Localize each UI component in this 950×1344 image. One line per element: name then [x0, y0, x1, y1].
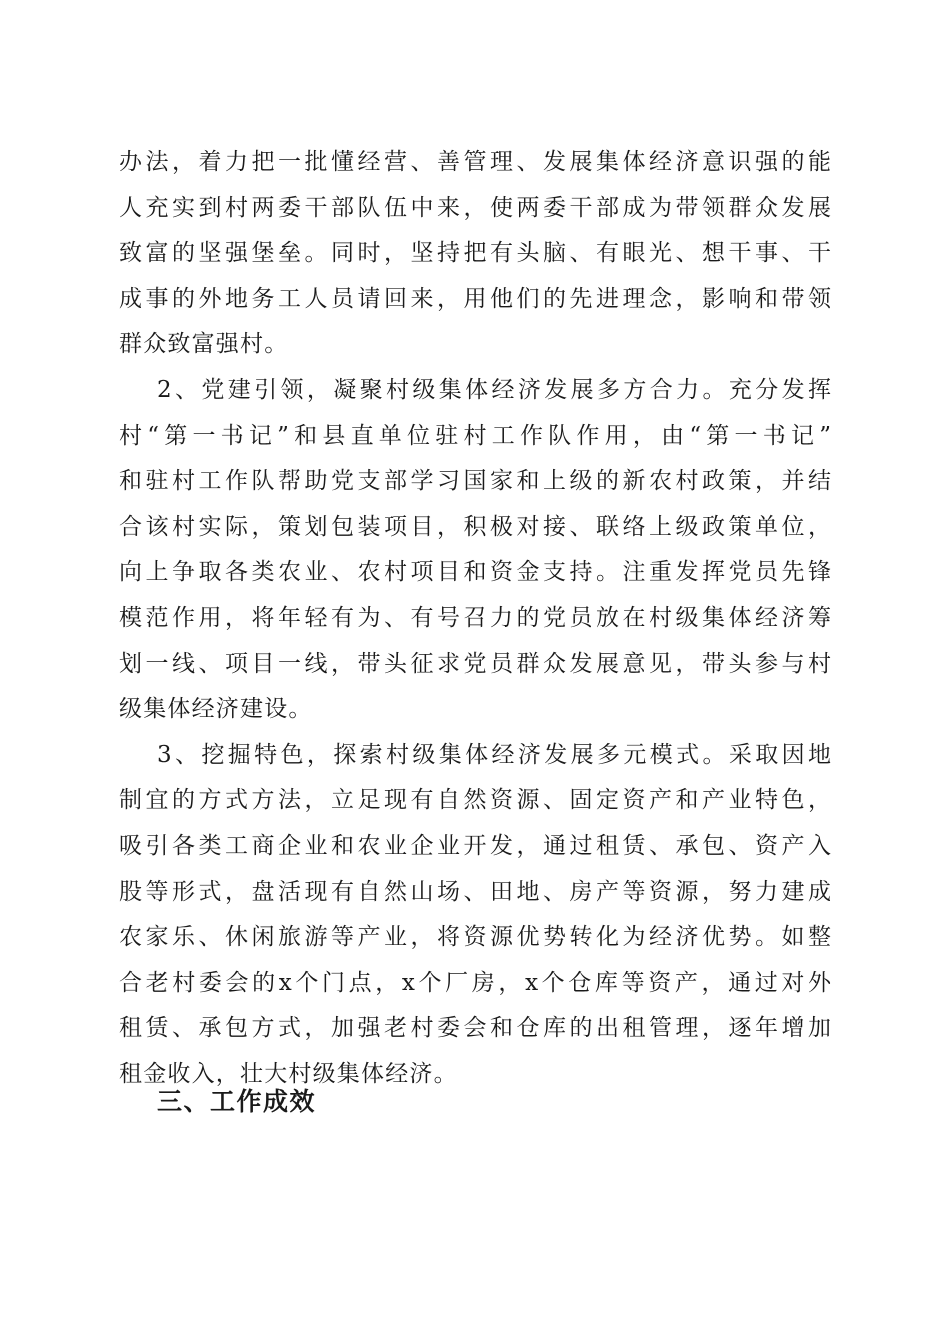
paragraph-2 — [119, 368, 831, 733]
text-line: 股等形式，盘活现有自然山场、田地、房产等资源，努力建成 — [119, 878, 831, 905]
text-line: 办法，着力把一批懂经营、善管理、发展集体经济意识强的能 — [119, 149, 831, 175]
text-line: 合老村委会的x个门点，x个厂房，x个仓库等资产，通过对外 — [119, 969, 831, 996]
text-line: 划一线、项目一线，带头征求党员群众发展意见，带头参与村 — [119, 650, 831, 677]
text-line: 租金收入，壮大村级集体经济。 — [119, 1060, 458, 1087]
text-line: 成事的外地务工人员请回来，用他们的先进理念，影响和带领 — [119, 285, 831, 312]
text-line: 和驻村工作队帮助党支部学习国家和上级的新农村政策，并结 — [119, 468, 831, 495]
text-line: 吸引各类工商企业和农业企业开发，通过租赁、承包、资产入 — [119, 832, 831, 859]
text-line: 群众致富强村。 — [119, 331, 289, 358]
text-line: 合该村实际，策划包装项目，积极对接、联络上级政策单位， — [119, 513, 831, 540]
text-line: 人充实到村两委干部队伍中来，使两委干部成为带领群众发展 — [119, 194, 831, 221]
text-line: 模范作用，将年轻有为、有号召力的党员放在村级集体经济筹 — [119, 604, 831, 631]
text-line: 农家乐、休闲旅游等产业，将资源优势转化为经济优势。如整 — [119, 924, 831, 951]
text-line: 3、挖掘特色，探索村级集体经济发展多元模式。采取因地 — [157, 741, 831, 768]
text-line: 村“第一书记”和县直单位驻村工作队作用，由“第一书记” — [119, 422, 831, 449]
text-line: 租赁、承包方式，加强老村委会和仓库的出租管理，逐年增加 — [119, 1015, 831, 1042]
text-line: 制宜的方式方法，立足现有自然资源、固定资产和产业特色， — [119, 787, 831, 814]
text-line: 级集体经济建设。 — [119, 696, 313, 723]
section-heading: 三、工作成效 — [157, 1087, 317, 1116]
paragraph-3 — [119, 733, 831, 1098]
paragraph-1 — [119, 140, 831, 368]
text-line: 2、党建引领，凝聚村级集体经济发展多方合力。充分发挥 — [157, 376, 831, 403]
text-line: 致富的坚强堡垒。同时，坚持把有头脑、有眼光、想干事、干 — [119, 240, 831, 267]
text-line: 向上争取各类农业、农村项目和资金支持。注重发挥党员先锋 — [119, 559, 831, 586]
body-text — [119, 140, 831, 1097]
